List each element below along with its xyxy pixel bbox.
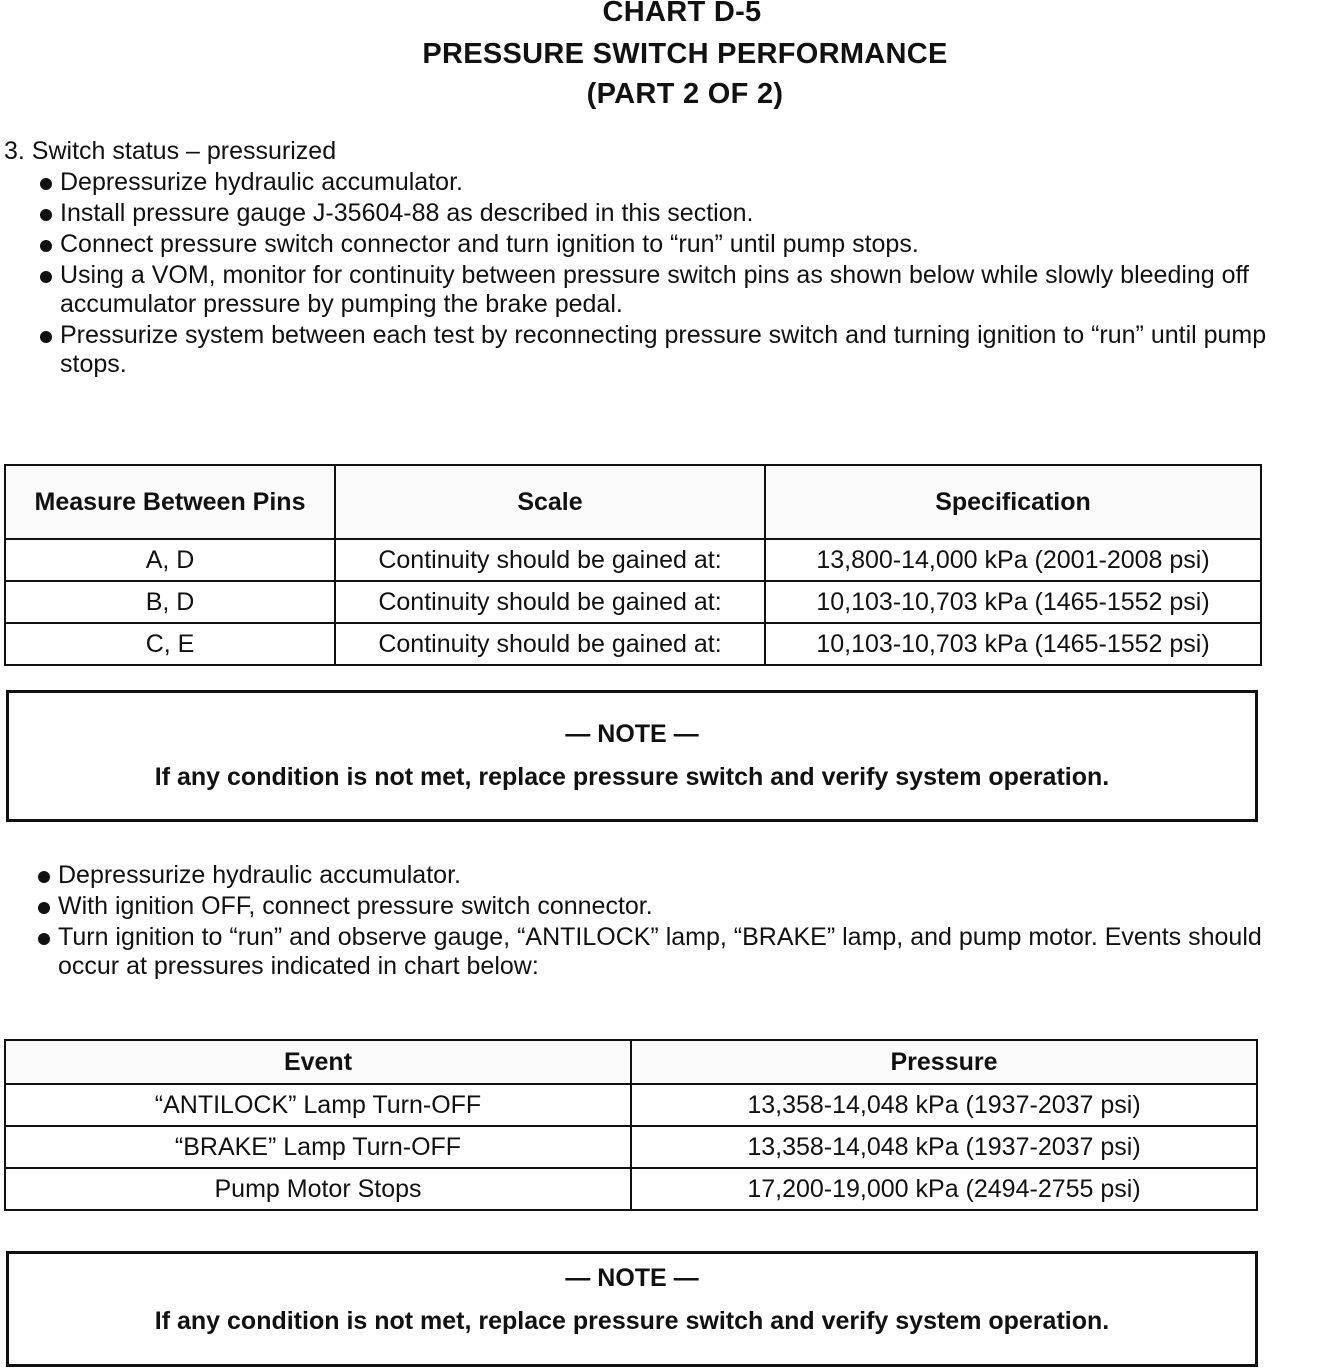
pins-cell: C, E bbox=[5, 623, 335, 665]
note-box bbox=[6, 690, 1258, 822]
header-event: Event bbox=[5, 1040, 631, 1084]
note-heading: — NOTE — bbox=[565, 1264, 699, 1292]
note-box bbox=[6, 1251, 1258, 1367]
table-row bbox=[5, 1126, 1257, 1168]
scale-cell: Continuity should be gained at: bbox=[335, 623, 765, 665]
bullet-item: Turn ignition to “run” and observe gauge, “ANTILOCK” lamp, “BRAKE” lamp, and pump motor. Events should occur at pressures indicated in chart below: bbox=[34, 923, 1274, 981]
pressure-cell: 17,200-19,000 kPa (2494-2755 psi) bbox=[631, 1168, 1257, 1210]
bullet-item: Using a VOM, monitor for continuity between pressure switch pins as shown below while slowly bleeding off accumulator pressure by pumping the brake pedal. bbox=[36, 261, 1276, 319]
note-text: If any condition is not met, replace pressure switch and verify system operation. bbox=[154, 1307, 1110, 1335]
table-header-row bbox=[5, 1040, 1257, 1084]
bullet-item: Depressurize hydraulic accumulator. bbox=[36, 168, 1276, 197]
table-row bbox=[5, 539, 1261, 581]
header-specification: Specification bbox=[765, 465, 1261, 539]
table-row bbox=[5, 581, 1261, 623]
chart-part-label: (PART 2 OF 2) bbox=[586, 78, 784, 110]
header-measure-between-pins: Measure Between Pins bbox=[5, 465, 335, 539]
pressure-cell: 13,358-14,048 kPa (1937-2037 psi) bbox=[631, 1126, 1257, 1168]
step-3-heading: 3. Switch status – pressurized bbox=[4, 137, 337, 165]
specification-cell: 13,800-14,000 kPa (2001-2008 psi) bbox=[765, 539, 1261, 581]
step-3-bullet-list bbox=[36, 168, 1276, 381]
procedure-bullet-list bbox=[34, 861, 1274, 983]
pin-continuity-table bbox=[4, 464, 1262, 666]
event-pressure-table bbox=[4, 1039, 1258, 1211]
chart-subtitle: PRESSURE SWITCH PERFORMANCE bbox=[422, 38, 948, 70]
bullet-item: Connect pressure switch connector and turn ignition to “run” until pump stops. bbox=[36, 230, 1276, 259]
header-scale: Scale bbox=[335, 465, 765, 539]
pressure-cell: 13,358-14,048 kPa (1937-2037 psi) bbox=[631, 1084, 1257, 1126]
bullet-item: With ignition OFF, connect pressure switch connector. bbox=[34, 892, 1274, 921]
specification-cell: 10,103-10,703 kPa (1465-1552 psi) bbox=[765, 581, 1261, 623]
pins-cell: A, D bbox=[5, 539, 335, 581]
header-pressure: Pressure bbox=[631, 1040, 1257, 1084]
scale-cell: Continuity should be gained at: bbox=[335, 539, 765, 581]
table-row bbox=[5, 1084, 1257, 1126]
event-cell: “BRAKE” Lamp Turn-OFF bbox=[5, 1126, 631, 1168]
chart-title: CHART D-5 bbox=[602, 0, 762, 28]
bullet-item: Pressurize system between each test by reconnecting pressure switch and turning ignition to “run” until pump stops. bbox=[36, 321, 1276, 379]
table-row bbox=[5, 1168, 1257, 1210]
note-text: If any condition is not met, replace pressure switch and verify system operation. bbox=[154, 763, 1110, 791]
event-cell: “ANTILOCK” Lamp Turn-OFF bbox=[5, 1084, 631, 1126]
note-heading: — NOTE — bbox=[565, 720, 699, 748]
bullet-item: Install pressure gauge J-35604-88 as described in this section. bbox=[36, 199, 1276, 228]
table-header-row bbox=[5, 465, 1261, 539]
event-cell: Pump Motor Stops bbox=[5, 1168, 631, 1210]
table-row bbox=[5, 623, 1261, 665]
specification-cell: 10,103-10,703 kPa (1465-1552 psi) bbox=[765, 623, 1261, 665]
scale-cell: Continuity should be gained at: bbox=[335, 581, 765, 623]
bullet-item: Depressurize hydraulic accumulator. bbox=[34, 861, 1274, 890]
pins-cell: B, D bbox=[5, 581, 335, 623]
